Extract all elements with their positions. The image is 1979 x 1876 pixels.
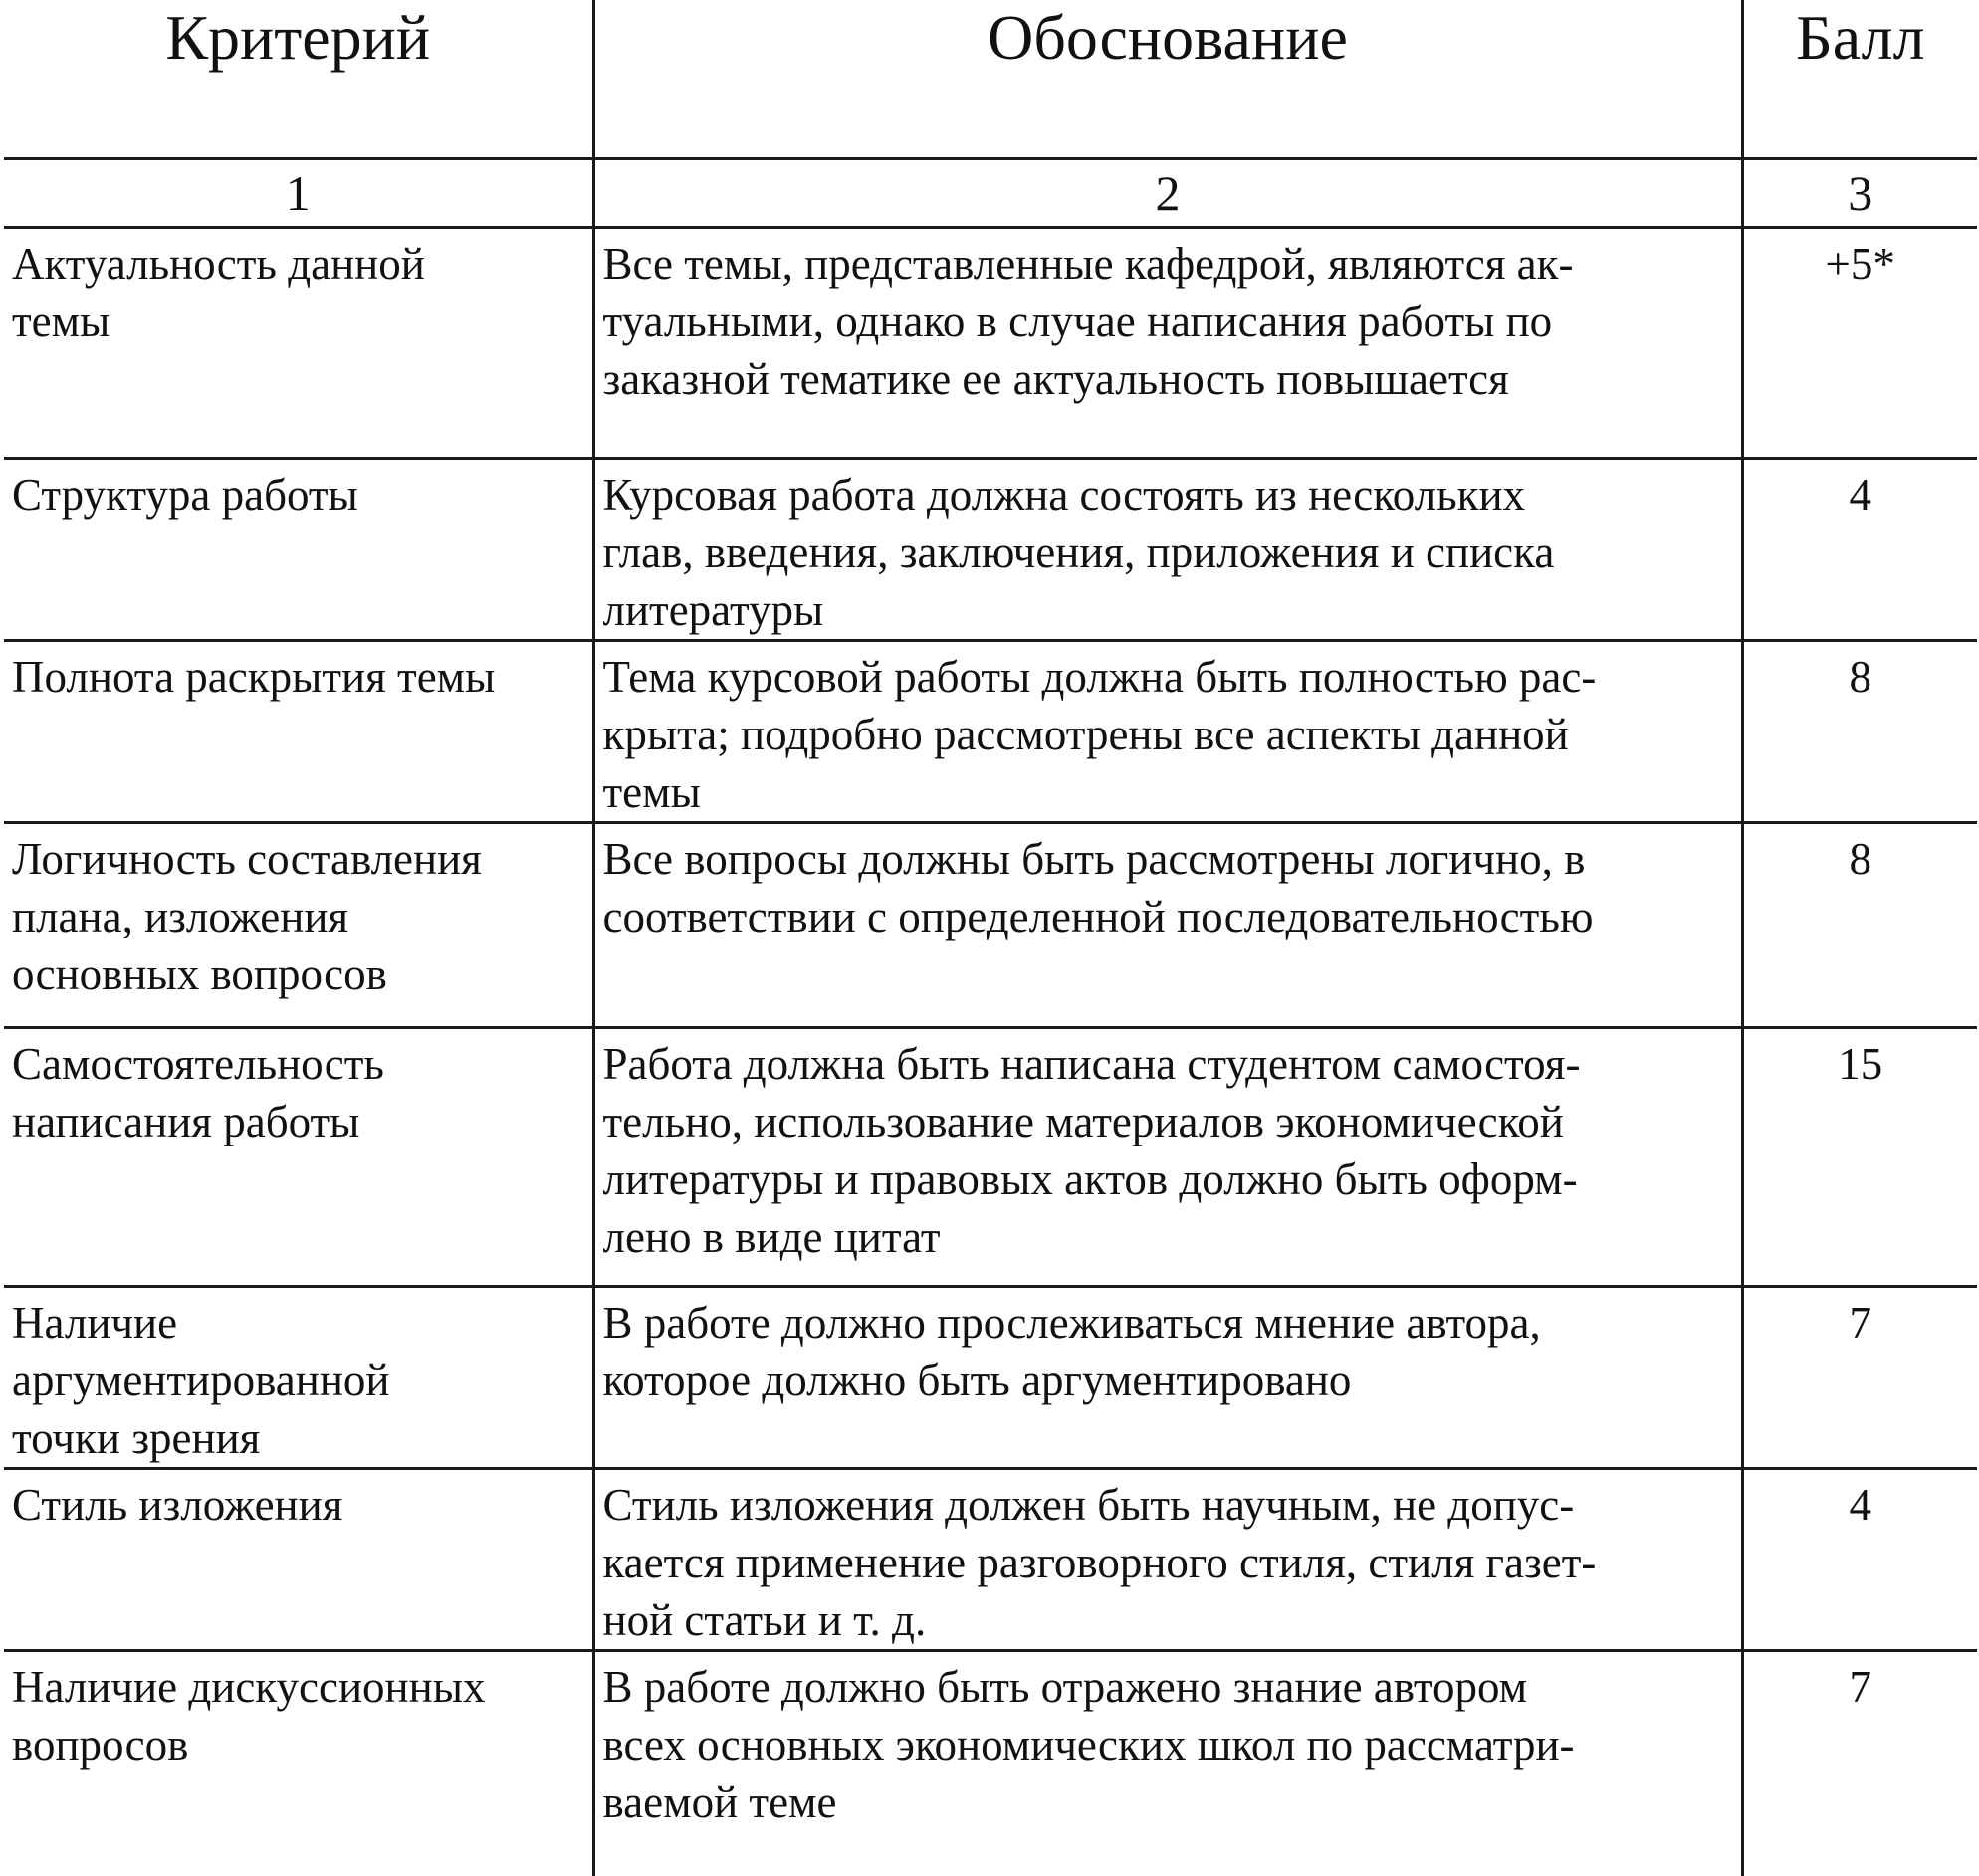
table-row xyxy=(4,228,1977,459)
column-number-2: 2 xyxy=(593,159,1742,228)
table-row xyxy=(4,1651,1977,1876)
table-row xyxy=(4,459,1977,641)
column-number-1: 1 xyxy=(4,159,593,228)
justification-cell: Все темы, представленные кафедрой, являются ак- туальными, однако в случае написания работы по заказной тематике ее актуальность повышается xyxy=(593,228,1742,459)
criteria-table xyxy=(4,0,1977,1876)
justification-cell: Тема курсовой работы должна быть полностью рас- крыта; подробно рассмотрены все аспекты данной темы xyxy=(593,641,1742,823)
justification-cell: Стиль изложения должен быть научным, не допус- кается применение разговорного стиля, стиля газет- ной статьи и т. д. xyxy=(593,1469,1742,1651)
header-justification: Обоснование xyxy=(593,0,1742,159)
justification-cell: Все вопросы должны быть рассмотрены логично, в соответствии с определенной последовательностью xyxy=(593,823,1742,1028)
column-number-row xyxy=(4,159,1977,228)
table-row xyxy=(4,1028,1977,1287)
criterion-cell: Наличие дискуссионных вопросов xyxy=(4,1651,593,1876)
score-cell: 8 xyxy=(1742,641,1977,823)
score-cell: 4 xyxy=(1742,1469,1977,1651)
criterion-cell: Актуальность данной темы xyxy=(4,228,593,459)
justification-cell: В работе должно быть отражено знание автором всех основных экономических школ по рассматри- ваемой теме xyxy=(593,1651,1742,1876)
justification-cell: Курсовая работа должна состоять из нескольких глав, введения, заключения, приложения и списка литературы xyxy=(593,459,1742,641)
score-cell: 7 xyxy=(1742,1287,1977,1469)
table-row xyxy=(4,823,1977,1028)
score-cell: +5* xyxy=(1742,228,1977,459)
score-cell: 7 xyxy=(1742,1651,1977,1876)
criterion-cell: Стиль изложения xyxy=(4,1469,593,1651)
table-row xyxy=(4,1469,1977,1651)
criterion-cell: Структура работы xyxy=(4,459,593,641)
score-cell: 4 xyxy=(1742,459,1977,641)
header-score: Балл xyxy=(1742,0,1977,159)
justification-cell: В работе должно прослеживаться мнение автора, которое должно быть аргументировано xyxy=(593,1287,1742,1469)
criterion-cell: Самостоятельность написания работы xyxy=(4,1028,593,1287)
table-row xyxy=(4,1287,1977,1469)
criterion-cell: Логичность составления плана, изложения основных вопросов xyxy=(4,823,593,1028)
table-row xyxy=(4,641,1977,823)
criterion-cell: Полнота раскрытия темы xyxy=(4,641,593,823)
score-cell: 8 xyxy=(1742,823,1977,1028)
score-cell: 15 xyxy=(1742,1028,1977,1287)
header-criterion: Критерий xyxy=(4,0,593,159)
justification-cell: Работа должна быть написана студентом самостоя- тельно, использование материалов экономической литературы и правовых актов должно быть оформ- лено в виде цитат xyxy=(593,1028,1742,1287)
column-number-3: 3 xyxy=(1742,159,1977,228)
header-row xyxy=(4,0,1977,159)
criterion-cell: Наличие аргументированной точки зрения xyxy=(4,1287,593,1469)
